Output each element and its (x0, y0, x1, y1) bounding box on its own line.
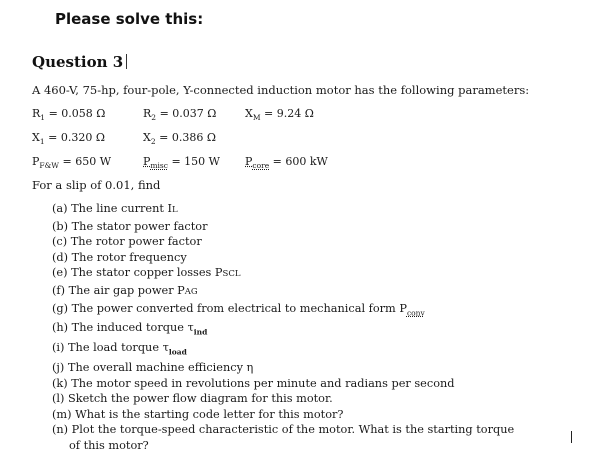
slip-line: For a slip of 0.01, find (32, 178, 161, 192)
prompt-text: Please solve this: (55, 10, 204, 28)
item-m: (m) What is the starting code letter for this motor? (52, 407, 344, 421)
param-pfw: $P_{F\&W} = 650$ W (32, 155, 112, 171)
param-pmisc: $P_{misc} = 150$ W (143, 155, 220, 171)
item-e: (e) The stator copper losses PSCL (52, 266, 241, 280)
item-l: (l) Sketch the power flow diagram for this motor. (52, 392, 333, 406)
question-items (52, 201, 514, 454)
question-title-text: Question 3 (32, 53, 124, 71)
text-caret (571, 431, 572, 443)
param-x2: $X_2 = 0.386$ Ω (143, 131, 216, 147)
item-g: (g) The power converted from electrical to mechanical form $P_{conv}$ (52, 301, 425, 317)
item-d: (d) The rotor frequency (52, 250, 187, 264)
param-r1: $R_1 = 0.058$ Ω (32, 107, 106, 123)
item-j: (j) The overall machine efficiency η (52, 361, 254, 375)
param-x1: $X_1 = 0.320$ Ω (32, 131, 105, 147)
item-n: (n) Plot the torque-speed characteristic of the motor. What is the starting torque (52, 423, 515, 437)
text-cursor (126, 54, 127, 69)
item-b: (b) The stator power factor (52, 219, 208, 233)
item-i: (i) The load torque $\tau_{load}$ (52, 341, 187, 357)
question-intro: A 460-V, 75-hp, four-pole, Y-connected induction motor has the following parameters: (32, 83, 530, 97)
item-h: (h) The induced torque $\tau_{ind}$ (52, 321, 208, 337)
item-c: (c) The rotor power factor (52, 235, 202, 249)
item-a: (a) The line current IL (52, 202, 178, 215)
param-r2: $R_2 = 0.037$ Ω (143, 107, 217, 123)
item-k: (k) The motor speed in revolutions per minute and radians per second (52, 376, 455, 390)
item-n-continued: of this motor? (69, 439, 149, 453)
param-xm: $X_M = 9.24$ Ω (245, 107, 314, 123)
param-pcore: $P_{core} = 600$ kW (245, 155, 328, 171)
question-title (32, 53, 127, 71)
item-f: (f) The air gap power PAG (52, 283, 198, 297)
